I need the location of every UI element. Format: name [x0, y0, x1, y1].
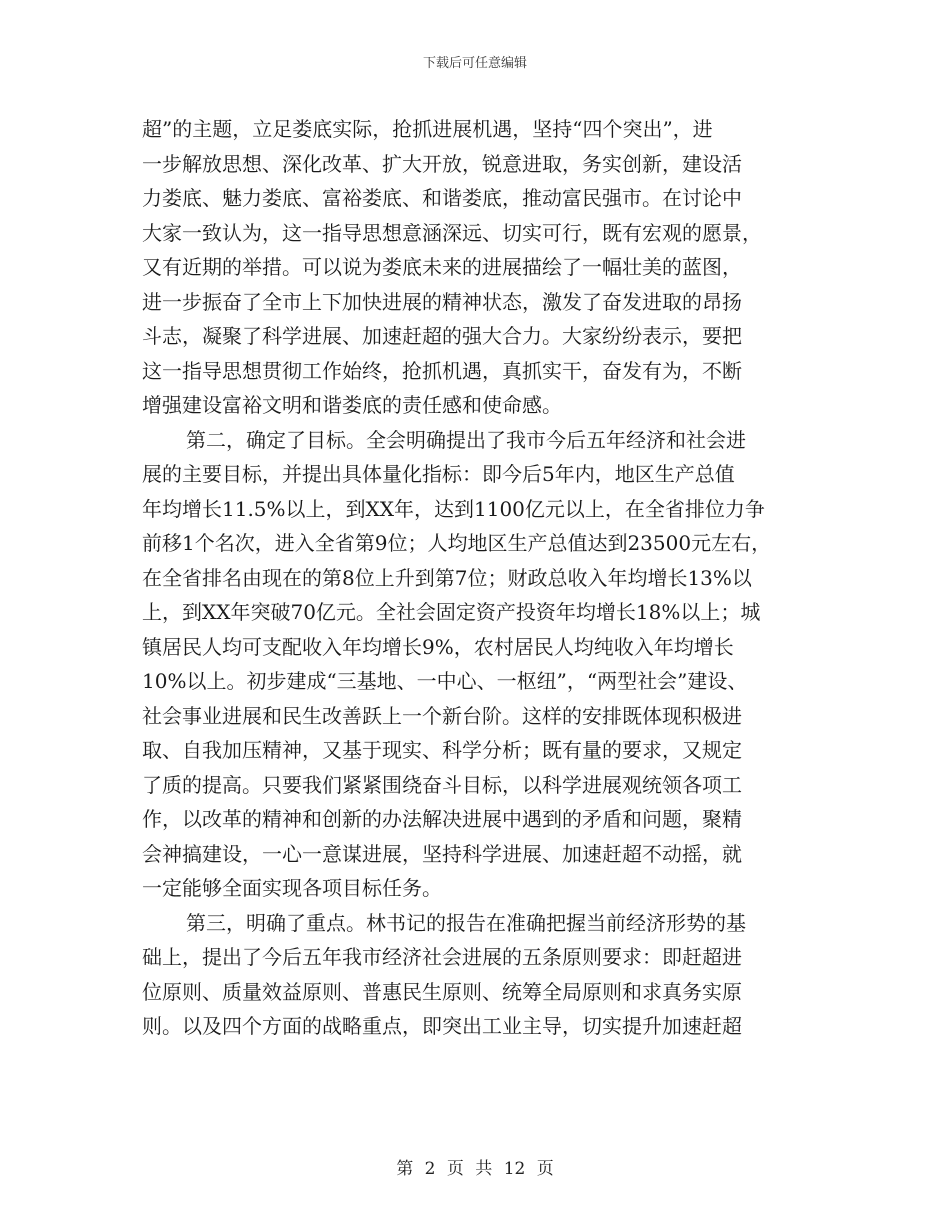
text-line: 础上，提出了今后五年我市经济社会进展的五条原则要求：即赶超进	[142, 945, 742, 969]
text-line: 则。以及四个方面的战略重点，即突出工业主导，切实提升加速赶超	[142, 1014, 742, 1038]
text-line: 超”的主题，立足娄底实际，抢抓进展机遇，坚持“四个突出”，进	[142, 117, 713, 141]
document-body	[142, 112, 814, 1044]
text-line: 了质的提高。只要我们紧紧围绕奋斗目标，以科学进展观统领各项工	[142, 772, 742, 797]
text-line: 展的主要目标，并提出具体量化指标：即今后5年内，地区生产总值	[142, 462, 735, 486]
text-line: 取、自我加压精神，又基于现实、科学分析；既有量的要求，又规定	[142, 738, 742, 762]
text-line: 位原则、质量效益原则、普惠民生原则、统筹全局原则和求真务实原	[142, 979, 742, 1004]
text-line: 增强建设富裕文明和谐娄底的责任感和使命感。	[142, 393, 562, 417]
text-line: 力娄底、魅力娄底、富裕娄底、和谐娄底，推动富民强市。在讨论中	[142, 186, 742, 210]
paragraph-start-line: 第二，确定了目标。全会明确提出了我市今后五年经济和社会进	[186, 427, 746, 452]
text-line: 又有近期的举措。可以说为娄底未来的进展描绘了一幅壮美的蓝图，	[142, 255, 742, 279]
text-line: 前移1个名次，进入全省第9位；人均地区生产总值达到23500元左右，	[142, 531, 772, 555]
text-line: 镇居民人均可支配收入年均增长9%，农村居民人均纯收入年均增长	[142, 634, 734, 659]
paragraph-start-line: 第三，明确了重点。林书记的报告在准确把握当前经济形势的基	[186, 910, 746, 935]
text-line: 一步解放思想、深化改革、扩大开放，锐意进取，务实创新，建设活	[142, 151, 742, 176]
page-header: 下载后可任意编辑	[422, 56, 527, 71]
text-line: 上，到XX年突破70亿元。全社会固定资产投资年均增长18%以上；城	[142, 600, 761, 624]
text-line: 会神搞建设，一心一意谋进展，坚持科学进展、加速赶超不动摇，就	[142, 841, 742, 866]
text-line: 这一指导思想贯彻工作始终，抢抓机遇，真抓实干，奋发有为，不断	[142, 358, 742, 383]
text-line: 进一步振奋了全市上下加快进展的精神状态，激发了奋发进取的昂扬	[142, 289, 742, 314]
text-line: 大家一致认为，这一指导思想意涵深远、切实可行，既有宏观的愿景，	[142, 220, 762, 245]
text-line: 一定能够全面实现各项目标任务。	[142, 876, 442, 900]
text-line: 10%以上。初步建成“三基地、一中心、一枢纽”，“两型社会”建设、	[142, 669, 748, 693]
text-line: 社会事业进展和民生改善跃上一个新台阶。这样的安排既体现积极进	[142, 703, 742, 728]
text-line: 作，以改革的精神和创新的办法解决进展中遇到的矛盾和问题，聚精	[142, 807, 742, 831]
text-line: 在全省排名由现在的第8位上升到第7位；财政总收入年均增长13%以	[142, 565, 752, 590]
page-number-footer: 第 2 页 共 12 页	[396, 1159, 554, 1179]
text-line: 斗志，凝聚了科学进展、加速赶超的强大合力。大家纷纷表示，要把	[142, 324, 742, 348]
text-line: 年均增长11.5%以上，到XX年，达到1100亿元以上，在全省排位力争	[142, 496, 765, 521]
